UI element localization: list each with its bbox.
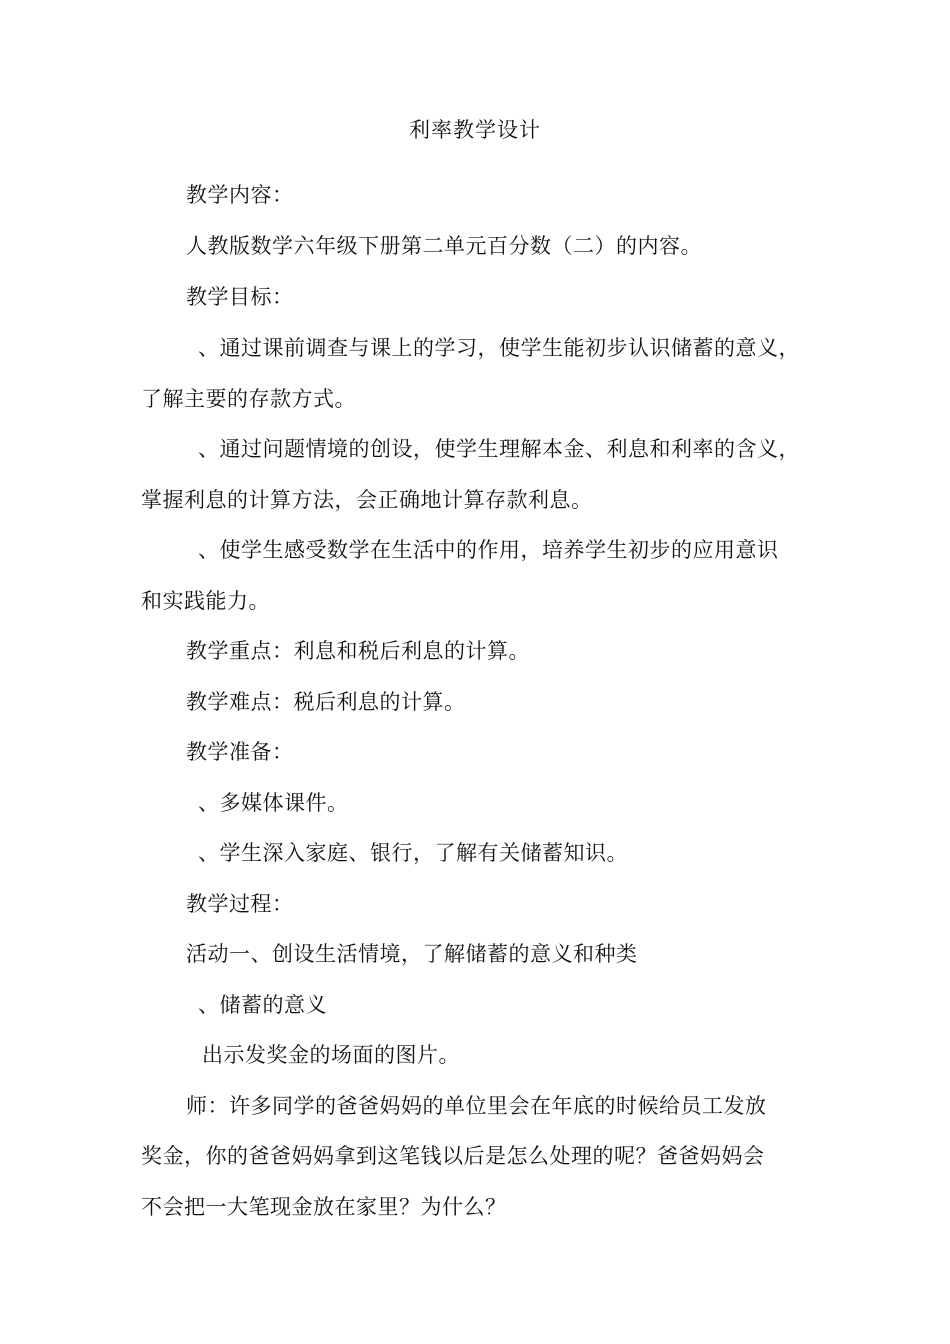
goal-item-2-line-2: 掌握利息的计算方法，会正确地计算存款利息。: [141, 488, 593, 512]
goal-item-2-line-1: 、通过问题情境的创设，使学生理解本金、利息和利率的含义，: [198, 437, 800, 461]
difficult-points: 教学难点：税后利息的计算。: [186, 690, 466, 714]
goal-item-1-line-1: 、通过课前调查与课上的学习，使学生能初步认识储蓄的意义，: [198, 336, 800, 360]
section-heading-goals: 教学目标：: [186, 285, 294, 309]
preparation-item-1: 、多媒体课件。: [198, 791, 349, 815]
section-heading-content: 教学内容：: [186, 183, 294, 207]
teacher-dialogue-line-1: 师：许多同学的爸爸妈妈的单位里会在年底的时候给员工发放: [186, 1094, 767, 1118]
goal-item-3-line-2: 和实践能力。: [141, 589, 270, 613]
preparation-item-2: 、学生深入家庭、银行，了解有关储蓄知识。: [198, 841, 628, 865]
teacher-dialogue-line-2: 奖金，你的爸爸妈妈拿到这笔钱以后是怎么处理的呢？爸爸妈妈会: [141, 1144, 765, 1168]
goal-item-3-line-1: 、使学生感受数学在生活中的作用，培养学生初步的应用意识: [198, 538, 779, 562]
activity-step: 出示发奖金的场面的图片。: [202, 1043, 460, 1067]
section-heading-preparation: 教学准备：: [186, 740, 294, 764]
activity-heading: 活动一、创设生活情境，了解储蓄的意义和种类: [186, 942, 638, 966]
goal-item-1-line-2: 了解主要的存款方式。: [141, 387, 356, 411]
paragraph-content: 人教版数学六年级下册第二单元百分数（二）的内容。: [186, 234, 702, 258]
teacher-dialogue-line-3: 不会把一大笔现金放在家里？为什么？: [141, 1195, 507, 1219]
section-heading-process: 教学过程：: [186, 892, 294, 916]
document-title: 利率教学设计: [409, 118, 541, 142]
key-points: 教学重点：利息和税后利息的计算。: [186, 639, 530, 663]
activity-subheading: 、储蓄的意义: [198, 993, 327, 1017]
